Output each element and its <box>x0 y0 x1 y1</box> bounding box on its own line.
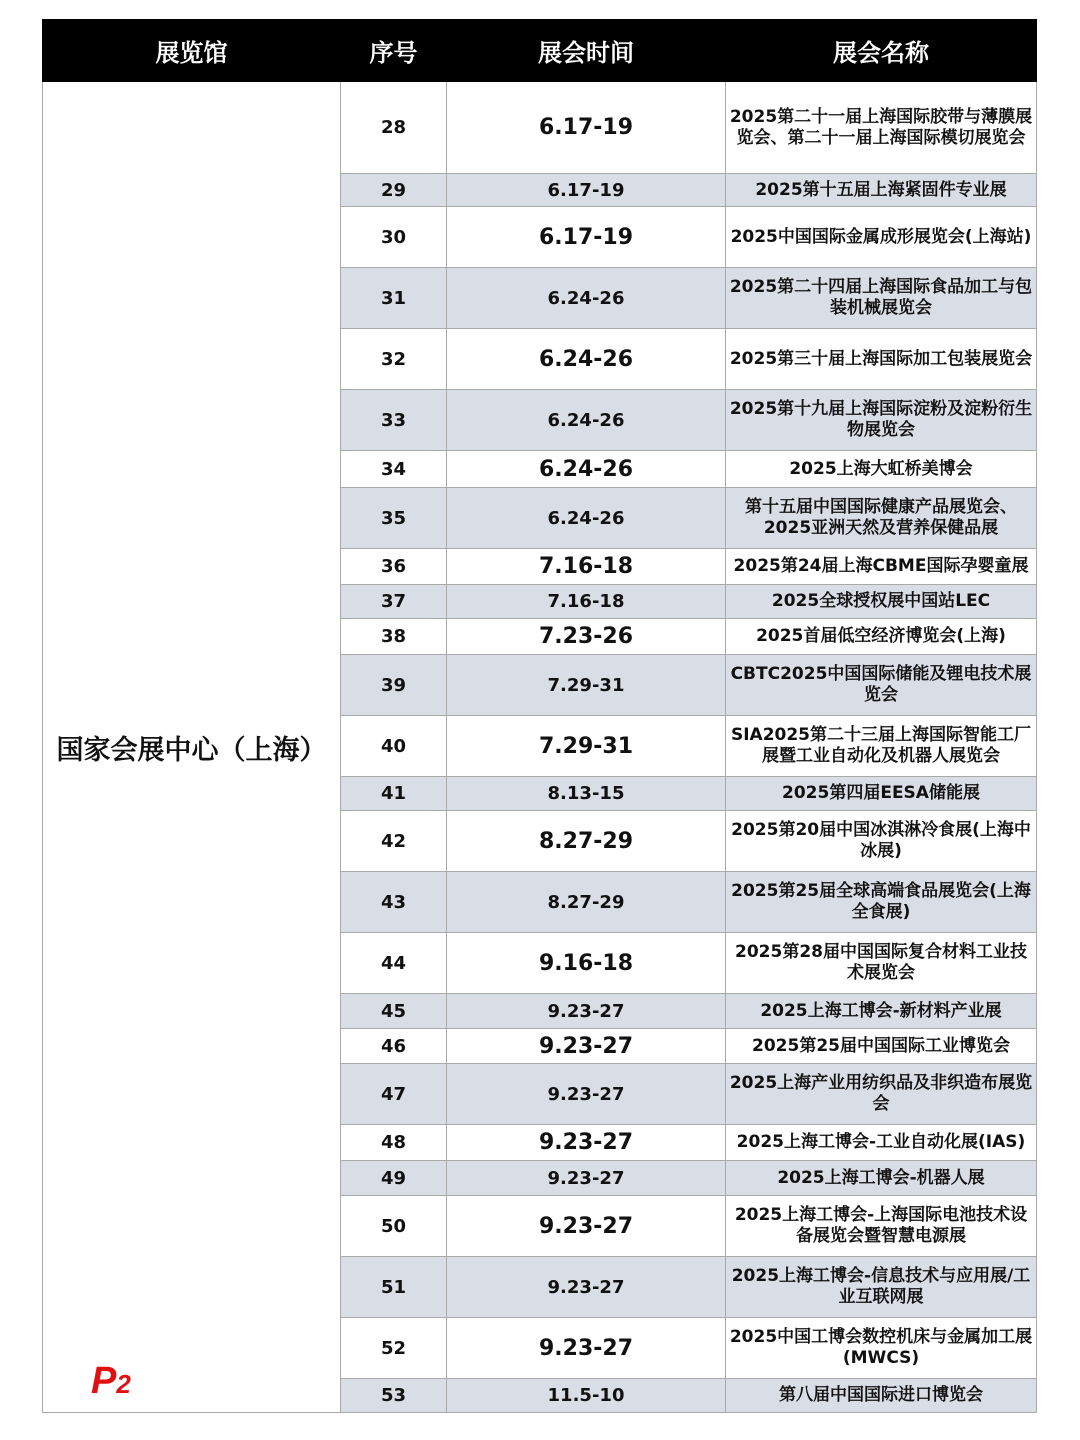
row-exhibition-name: 2025第二十一届上海国际胶带与薄膜展览会、第二十一届上海国际模切展览会 <box>726 82 1037 174</box>
row-exhibition-name: 2025上海大虹桥美博会 <box>726 451 1037 488</box>
row-date: 9.23-27 <box>447 1029 726 1064</box>
row-exhibition-name: 2025第24届上海CBME国际孕婴童展 <box>726 549 1037 585</box>
row-date: 6.17-19 <box>447 82 726 174</box>
row-number: 32 <box>341 329 447 390</box>
row-exhibition-name: 2025上海工博会-工业自动化展(IAS) <box>726 1125 1037 1161</box>
row-date: 9.23-27 <box>447 1064 726 1125</box>
row-exhibition-name: 第十五届中国国际健康产品展览会、2025亚洲天然及营养保健品展 <box>726 488 1037 549</box>
row-date: 7.23-26 <box>447 619 726 655</box>
row-exhibition-name: SIA2025第二十三届上海国际智能工厂展暨工业自动化及机器人展览会 <box>726 716 1037 777</box>
header-number: 序号 <box>341 20 447 82</box>
row-exhibition-name: 2025第20届中国冰淇淋冷食展(上海中冰展) <box>726 811 1037 872</box>
row-number: 44 <box>341 933 447 994</box>
row-date: 8.27-29 <box>447 872 726 933</box>
row-number: 35 <box>341 488 447 549</box>
row-number: 51 <box>341 1257 447 1318</box>
row-date: 9.23-27 <box>447 1196 726 1257</box>
exhibition-schedule <box>42 19 1036 1415</box>
row-number: 50 <box>341 1196 447 1257</box>
row-number: 30 <box>341 207 447 268</box>
row-exhibition-name: 2025上海工博会-上海国际电池技术设备展览会暨智慧电源展 <box>726 1196 1037 1257</box>
row-number: 49 <box>341 1161 447 1196</box>
row-number: 31 <box>341 268 447 329</box>
page-marker <box>91 1362 131 1400</box>
venue-name: 国家会展中心（上海） <box>56 734 327 766</box>
table-body <box>43 82 1037 1413</box>
row-exhibition-name: 2025上海工博会-信息技术与应用展/工业互联网展 <box>726 1257 1037 1318</box>
row-number: 34 <box>341 451 447 488</box>
row-number: 37 <box>341 585 447 619</box>
row-date: 9.23-27 <box>447 1125 726 1161</box>
venue-cell <box>43 82 341 1413</box>
row-date: 8.27-29 <box>447 811 726 872</box>
row-date: 7.16-18 <box>447 585 726 619</box>
row-number: 47 <box>341 1064 447 1125</box>
row-number: 33 <box>341 390 447 451</box>
row-date: 9.23-27 <box>447 1318 726 1379</box>
row-date: 9.23-27 <box>447 994 726 1029</box>
row-date: 6.24-26 <box>447 488 726 549</box>
row-date: 6.17-19 <box>447 207 726 268</box>
row-exhibition-name: 2025第三十届上海国际加工包装展览会 <box>726 329 1037 390</box>
header-date: 展会时间 <box>447 20 726 82</box>
row-exhibition-name: 2025上海工博会-新材料产业展 <box>726 994 1037 1029</box>
table-row <box>43 82 1037 174</box>
row-exhibition-name: CBTC2025中国国际储能及锂电技术展览会 <box>726 655 1037 716</box>
row-date: 6.17-19 <box>447 174 726 207</box>
row-exhibition-name: 2025第25届中国国际工业博览会 <box>726 1029 1037 1064</box>
row-number: 43 <box>341 872 447 933</box>
row-exhibition-name: 2025上海产业用纺织品及非织造布展览会 <box>726 1064 1037 1125</box>
row-exhibition-name: 2025中国工博会数控机床与金属加工展(MWCS) <box>726 1318 1037 1379</box>
row-exhibition-name: 2025中国国际金属成形展览会(上海站) <box>726 207 1037 268</box>
row-exhibition-name: 第八届中国国际进口博览会 <box>726 1379 1037 1413</box>
row-exhibition-name: 2025第四届EESA储能展 <box>726 777 1037 811</box>
row-number: 38 <box>341 619 447 655</box>
row-number: 46 <box>341 1029 447 1064</box>
row-date: 7.29-31 <box>447 716 726 777</box>
row-date: 7.29-31 <box>447 655 726 716</box>
row-exhibition-name: 2025第十五届上海紧固件专业展 <box>726 174 1037 207</box>
row-date: 11.5-10 <box>447 1379 726 1413</box>
header-name: 展会名称 <box>726 20 1037 82</box>
table-header-row <box>43 20 1037 82</box>
row-exhibition-name: 2025第25届全球高端食品展览会(上海全食展) <box>726 872 1037 933</box>
row-exhibition-name: 2025全球授权展中国站LEC <box>726 585 1037 619</box>
header-venue: 展览馆 <box>43 20 341 82</box>
row-number: 45 <box>341 994 447 1029</box>
row-number: 41 <box>341 777 447 811</box>
row-number: 28 <box>341 82 447 174</box>
page-marker-letter: P <box>91 1360 117 1402</box>
row-exhibition-name: 2025第28届中国国际复合材料工业技术展览会 <box>726 933 1037 994</box>
row-date: 8.13-15 <box>447 777 726 811</box>
row-number: 40 <box>341 716 447 777</box>
row-number: 42 <box>341 811 447 872</box>
row-exhibition-name: 2025第十九届上海国际淀粉及淀粉衍生物展览会 <box>726 390 1037 451</box>
row-exhibition-name: 2025第二十四届上海国际食品加工与包装机械展览会 <box>726 268 1037 329</box>
row-number: 29 <box>341 174 447 207</box>
row-date: 6.24-26 <box>447 390 726 451</box>
row-date: 9.23-27 <box>447 1257 726 1318</box>
row-date: 9.23-27 <box>447 1161 726 1196</box>
row-date: 6.24-26 <box>447 268 726 329</box>
row-date: 6.24-26 <box>447 451 726 488</box>
row-date: 9.16-18 <box>447 933 726 994</box>
row-number: 52 <box>341 1318 447 1379</box>
row-number: 53 <box>341 1379 447 1413</box>
page-marker-number: 2 <box>116 1369 131 1399</box>
row-number: 39 <box>341 655 447 716</box>
row-date: 6.24-26 <box>447 329 726 390</box>
row-number: 36 <box>341 549 447 585</box>
row-exhibition-name: 2025首届低空经济博览会(上海) <box>726 619 1037 655</box>
exhibition-table <box>42 19 1037 1413</box>
row-number: 48 <box>341 1125 447 1161</box>
row-date: 7.16-18 <box>447 549 726 585</box>
row-exhibition-name: 2025上海工博会-机器人展 <box>726 1161 1037 1196</box>
